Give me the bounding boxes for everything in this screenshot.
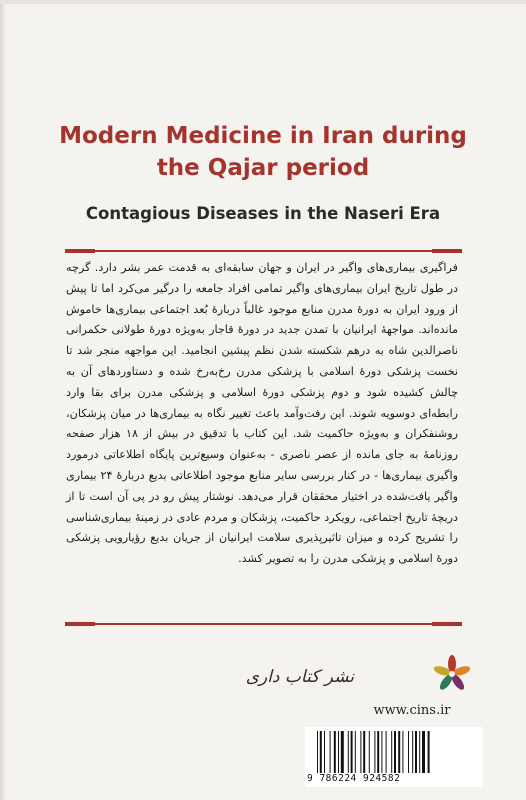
barcode-bar <box>363 731 365 773</box>
barcode-bar <box>320 731 322 773</box>
barcode-graphic <box>317 731 471 773</box>
bottom-divider <box>65 623 462 625</box>
barcode-bar <box>402 731 403 773</box>
barcode-bar <box>386 731 387 773</box>
barcode-bar <box>355 731 356 773</box>
barcode-bar <box>330 731 331 773</box>
barcode-bar <box>391 731 392 773</box>
barcode-bar <box>428 731 430 773</box>
barcode-bar <box>338 731 339 773</box>
blurb-paragraph: فراگیری بیماری‌های واگیر در ایران و جهان سابقه‌ای به قدمت عمر بشر دارد. گرچه در طول تاریخ ایران بیماری‌های واگیر تمامی افراد جامعه را درگیر می‌کرد اما تا پیش از ورود ایران به دورهٔ مدرن منابع موجود غالباً دربارهٔ بُعد اجتماعی بیماری‌ها خاموش مانده‌اند. مواجههٔ ایرانیان با تمدن جدید در دورهٔ قاجار به‌ویژه دورهٔ طولانی حکمرانی ناصرالدین شاه به درهم شکسته شدن نظم پیشین انجامید. این مواجهه منجر شد تا نخست پزشکی دورهٔ اسلامی با پزشکی مدرن رخ‌به‌رخ شده و دستاوردهای آن به چالش کشیده شود و دوم پزشکی دورهٔ اسلامی و پزشکی مدرن برای بقا وارد رابطه‌ای دوسویه شوند. این رفت‌وآمد باعث تغییر نگاه به بیماری‌ها در میان پزشکان، روشنفکران و به‌ویژه حاکمیت شد. این کتاب با تدقیق در بیش از ۱۸ هزار صفحه روزنامهٔ به جای مانده از عصر ناصری - به‌عنوان وسیع‌ترین پایگاه اطلاعاتی درمورد واگیری بیماری‌ها - در کنار بررسی سایر منابع موجود اطلاعاتی بدیع دربارهٔ ۲۴ بیماری واگیر یافت‌شده در اختیار محققان قرار می‌دهد. نوشتار پیش رو در پی آن است تا از دریچهٔ تاریخ اجتماعی، رویکرد حاکمیت، پزشکان و مردم عادی در زمینهٔ بیماری‌شناسی را تشریح کرده و میزان تاثیرپذیری سلامت ایرانیان از جریان بدیع رؤیارویی پزشکی دورهٔ اسلامی و پزشکی مدرن را به تصویر کشد. <box>66 261 458 566</box>
barcode-bar <box>341 731 344 773</box>
barcode-bar <box>394 731 396 773</box>
publisher-logo-text: نشر کتاب داری <box>245 667 354 687</box>
flower-icon <box>433 655 472 692</box>
barcode-bar <box>348 731 349 773</box>
barcode-bar <box>317 731 318 773</box>
publisher-logo <box>245 652 472 704</box>
barcode-bar <box>369 731 370 773</box>
barcode-bar <box>398 731 400 773</box>
barcode-bar <box>377 731 379 773</box>
blurb-text <box>66 258 458 620</box>
barcode-bar <box>422 731 425 773</box>
publisher-url: www.cins.ir <box>373 703 451 718</box>
barcode-bar <box>360 731 361 773</box>
barcode-bar <box>324 731 325 773</box>
top-divider <box>65 250 462 252</box>
barcode-bar <box>381 731 382 773</box>
barcode-number: 9 786224 924582 <box>307 773 401 784</box>
barcode-bar <box>415 731 417 773</box>
barcode-area <box>305 727 483 787</box>
barcode-bar <box>351 731 353 773</box>
cover-spine-shadow <box>0 0 6 800</box>
barcode-bar <box>419 731 420 773</box>
barcode-bar <box>412 731 413 773</box>
book-title: Modern Medicine in Iran during the Qajar period <box>59 123 467 181</box>
barcode-bar <box>374 731 375 773</box>
barcode-bar <box>334 731 336 773</box>
cover-top-edge <box>0 0 526 4</box>
barcode-bar <box>408 731 409 773</box>
book-subtitle: Contagious Diseases in the Naseri Era <box>85 204 441 223</box>
